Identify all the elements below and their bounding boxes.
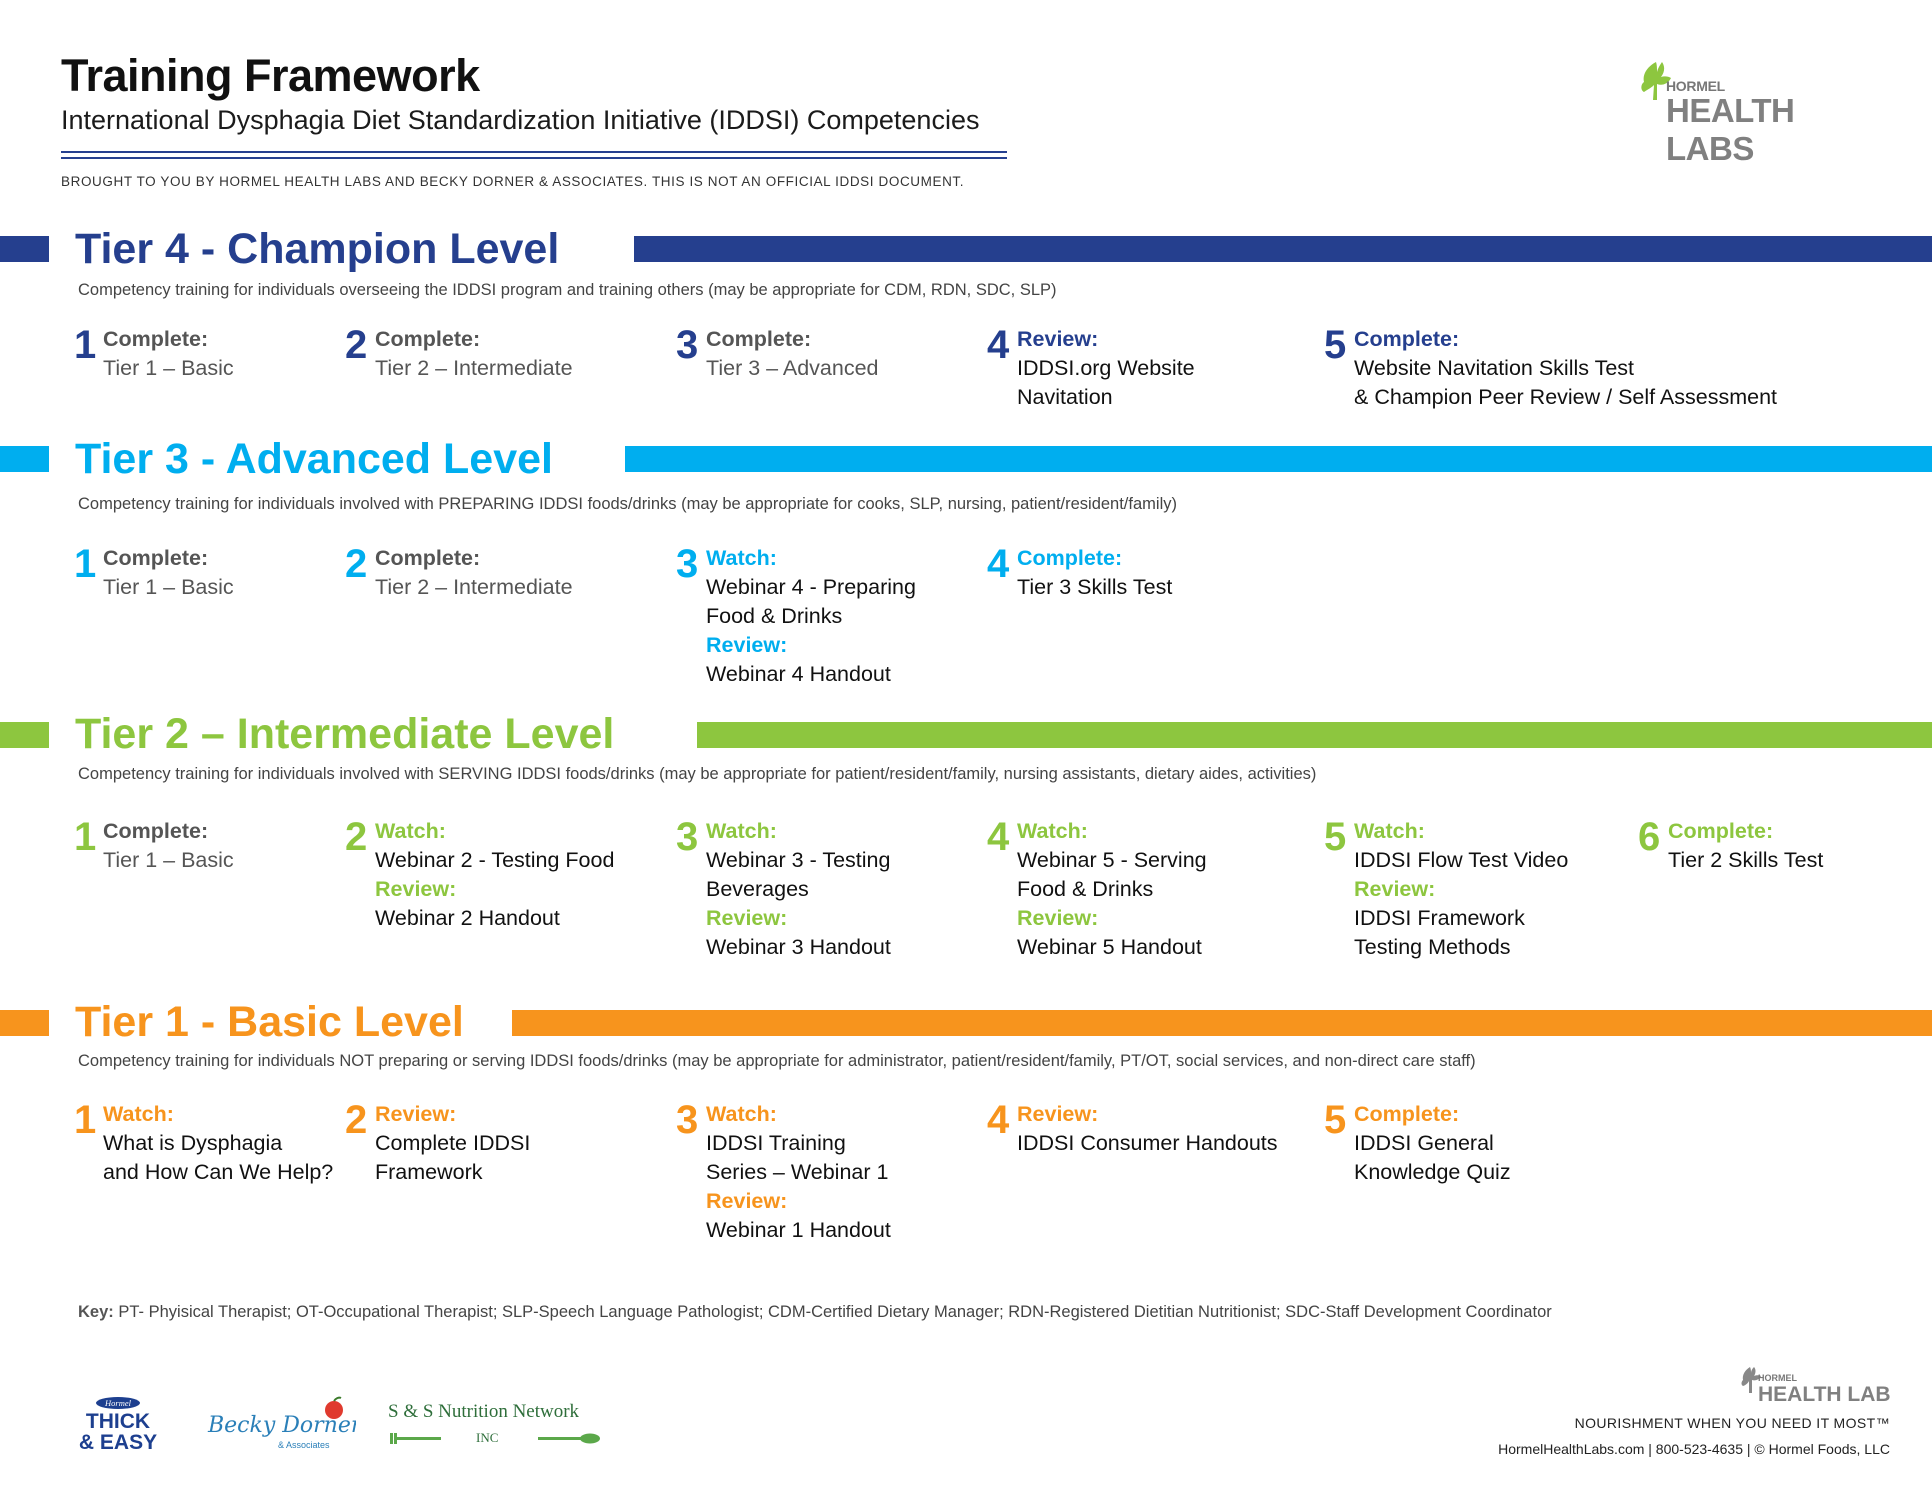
logo-health-labs-text: HEALTH LABS xyxy=(1666,92,1795,167)
step-text: Webinar 4 - Preparing xyxy=(706,575,916,599)
step-number: 2 xyxy=(345,815,368,859)
step-number: 3 xyxy=(676,542,699,586)
step-label: Watch: xyxy=(706,546,777,570)
step-text: IDDSI Framework xyxy=(1354,906,1525,930)
step-text: Complete IDDSI xyxy=(375,1131,531,1155)
step-label: Review: xyxy=(1017,906,1099,930)
step-label: Complete: xyxy=(1354,327,1460,351)
step-text: Tier 1 – Basic xyxy=(103,356,234,380)
step-label: Watch: xyxy=(706,819,777,843)
tier-3-description: Competency training for individuals involved with PREPARING IDDSI foods/drinks (may be appropriate for cooks, SLP, nursing, patient/resident/family) xyxy=(78,495,1177,513)
step-body xyxy=(375,1100,530,1187)
step-text: Beverages xyxy=(706,877,809,901)
step-label: Watch: xyxy=(706,1102,777,1126)
step-text: Webinar 4 Handout xyxy=(706,662,891,686)
footer-health-labs-text: HEALTH LABS xyxy=(1758,1383,1890,1406)
step-text: Webinar 5 - Serving xyxy=(1017,848,1207,872)
step-label: Complete: xyxy=(1354,1102,1460,1126)
page-title: Training Framework xyxy=(61,50,480,101)
step-label: Complete: xyxy=(1668,819,1774,843)
step-text: Tier 3 Skills Test xyxy=(1017,575,1173,599)
tier-4-bar-right xyxy=(634,236,1932,262)
step-number: 6 xyxy=(1638,815,1661,859)
step-text: IDDSI.org Website xyxy=(1017,356,1195,380)
step-body xyxy=(1017,817,1207,962)
step-label: Review: xyxy=(1354,877,1436,901)
fork-icon xyxy=(390,1433,441,1444)
header-rule-top xyxy=(61,151,1007,153)
step-body xyxy=(103,817,234,875)
footer-tagline: NOURISHMENT WHEN YOU NEED IT MOST™ xyxy=(1574,1415,1890,1431)
thick-easy-line1: THICK xyxy=(85,1410,151,1433)
step-number: 1 xyxy=(74,542,97,586)
step-number: 2 xyxy=(345,1098,368,1142)
step-label: Complete: xyxy=(103,327,209,351)
step-text: IDDSI General xyxy=(1354,1131,1494,1155)
footer-health-labs-logo xyxy=(1740,1365,1890,1407)
step-number: 5 xyxy=(1324,1098,1347,1142)
step-number: 4 xyxy=(987,323,1010,367)
step-label: Review: xyxy=(1017,1102,1099,1126)
step-label: Complete: xyxy=(375,327,481,351)
step-text: Framework xyxy=(375,1160,483,1184)
tier-2-title: Tier 2 – Intermediate Level xyxy=(75,710,615,758)
key-label: Key: xyxy=(78,1303,114,1321)
step-number: 2 xyxy=(345,542,368,586)
step-label: Complete: xyxy=(375,546,481,570)
step-number: 2 xyxy=(345,323,368,367)
step-text: Webinar 2 - Testing Food xyxy=(375,848,615,872)
tier-1-description: Competency training for individuals NOT preparing or serving IDDSI foods/drinks (may be appropriate for administrator, patient/resident/family, PT/OT, social services, and non-direct care staff) xyxy=(78,1052,1476,1070)
tier-2-bar-right xyxy=(697,722,1932,748)
header-rule-bottom xyxy=(61,157,1007,159)
step-label: Review: xyxy=(706,1189,788,1213)
step-text: Food & Drinks xyxy=(1017,877,1154,901)
step-text: Webinar 2 Handout xyxy=(375,906,560,930)
step-text: Tier 2 – Intermediate xyxy=(375,356,573,380)
step-label: Complete: xyxy=(103,546,209,570)
step-label: Review: xyxy=(375,877,457,901)
ss-sub: INC xyxy=(476,1430,499,1445)
becky-dorner-sub: & Associates xyxy=(278,1440,330,1450)
step-body xyxy=(1668,817,1823,875)
step-text: Website Navitation Skills Test xyxy=(1354,356,1635,380)
step-number: 1 xyxy=(74,1098,97,1142)
thick-and-easy-logo xyxy=(78,1396,160,1452)
step-label: Watch: xyxy=(1354,819,1425,843)
step-label: Watch: xyxy=(103,1102,174,1126)
thick-easy-line2: & EASY xyxy=(78,1431,158,1452)
step-body xyxy=(706,1100,891,1245)
step-text: What is Dysphagia xyxy=(103,1131,283,1155)
step-label: Review: xyxy=(706,633,788,657)
step-text: Knowledge Quiz xyxy=(1354,1160,1511,1184)
step-label: Complete: xyxy=(1017,546,1123,570)
becky-dorner-logo xyxy=(206,1396,356,1454)
tier-1-bar-right xyxy=(512,1010,1932,1036)
tier-4-title: Tier 4 - Champion Level xyxy=(75,225,560,273)
step-body xyxy=(1354,1100,1511,1187)
step-text: Webinar 1 Handout xyxy=(706,1218,891,1242)
tier-1-title: Tier 1 - Basic Level xyxy=(75,998,464,1046)
step-text: Webinar 5 Handout xyxy=(1017,935,1202,959)
step-label: Complete: xyxy=(103,819,209,843)
tier-4-description: Competency training for individuals overseeing the IDDSI program and training others (may be appropriate for CDM, RDN, SDC, SLP) xyxy=(78,281,1057,299)
step-number: 5 xyxy=(1324,323,1347,367)
step-number: 3 xyxy=(676,323,699,367)
tier-3-bar-left xyxy=(0,446,49,472)
step-body xyxy=(706,544,916,689)
step-body xyxy=(375,544,573,602)
tier-3-bar-right xyxy=(625,446,1932,472)
ss-name: S & S Nutrition Network xyxy=(388,1401,580,1422)
footer-hormel-text: HORMEL xyxy=(1758,1373,1797,1383)
step-text: Testing Methods xyxy=(1354,935,1511,959)
hormel-health-labs-logo xyxy=(1638,58,1888,167)
page-subtitle: International Dysphagia Diet Standardization Initiative (IDDSI) Competencies xyxy=(61,105,980,135)
spoon-icon xyxy=(538,1434,600,1444)
step-label: Review: xyxy=(375,1102,457,1126)
step-body xyxy=(1354,817,1568,962)
becky-dorner-name: Becky Dorner xyxy=(208,1413,356,1438)
step-label: Complete: xyxy=(706,327,812,351)
step-text: Food & Drinks xyxy=(706,604,843,628)
step-number: 4 xyxy=(987,542,1010,586)
tier-1-bar-left xyxy=(0,1010,49,1036)
logo-hormel-text: HORMEL xyxy=(1666,78,1725,94)
step-body xyxy=(375,817,614,933)
step-body xyxy=(103,544,234,602)
step-text: & Champion Peer Review / Self Assessment xyxy=(1354,385,1778,409)
tier-3-title: Tier 3 - Advanced Level xyxy=(75,435,553,483)
disclaimer-text: BROUGHT TO YOU BY HORMEL HEALTH LABS AND BECKY DORNER & ASSOCIATES. THIS IS NOT AN OFFICIAL IDDSI DOCUMENT. xyxy=(61,174,965,189)
step-label: Watch: xyxy=(1017,819,1088,843)
key-legend xyxy=(78,1303,1552,1322)
step-number: 4 xyxy=(987,815,1010,859)
step-body xyxy=(375,325,573,383)
step-body xyxy=(103,325,234,383)
thick-easy-brand: Hormel xyxy=(105,1398,131,1408)
footer-contact: HormelHealthLabs.com | 800-523-4635 | © Hormel Foods, LLC xyxy=(1498,1441,1890,1457)
step-body xyxy=(1017,544,1172,602)
step-text: Webinar 3 - Testing xyxy=(706,848,891,872)
step-number: 1 xyxy=(74,323,97,367)
tier-2-bar-left xyxy=(0,722,49,748)
step-label: Watch: xyxy=(375,819,446,843)
step-text: IDDSI Flow Test Video xyxy=(1354,848,1569,872)
step-body xyxy=(1017,325,1195,412)
ss-nutrition-logo xyxy=(388,1400,603,1450)
tier-4-bar-left xyxy=(0,236,49,262)
step-text: Tier 3 – Advanced xyxy=(706,356,879,380)
step-body xyxy=(706,817,891,962)
step-number: 3 xyxy=(676,1098,699,1142)
step-text: Tier 1 – Basic xyxy=(103,575,234,599)
step-text: and How Can We Help? xyxy=(103,1160,334,1184)
step-text: Navitation xyxy=(1017,385,1113,409)
step-body xyxy=(1354,325,1777,412)
step-text: Tier 1 – Basic xyxy=(103,848,234,872)
step-text: Tier 2 Skills Test xyxy=(1668,848,1824,872)
step-body xyxy=(103,1100,333,1187)
step-label: Review: xyxy=(1017,327,1099,351)
step-text: IDDSI Training xyxy=(706,1131,846,1155)
step-body xyxy=(1017,1100,1278,1158)
step-number: 3 xyxy=(676,815,699,859)
tier-2-description: Competency training for individuals involved with SERVING IDDSI foods/drinks (may be appropriate for patient/resident/family, nursing assistants, dietary aides, activities) xyxy=(78,765,1317,783)
step-text: Tier 2 – Intermediate xyxy=(375,575,573,599)
step-number: 4 xyxy=(987,1098,1010,1142)
step-text: Webinar 3 Handout xyxy=(706,935,891,959)
step-body xyxy=(706,325,879,383)
step-text: IDDSI Consumer Handouts xyxy=(1017,1131,1278,1155)
step-number: 1 xyxy=(74,815,97,859)
step-label: Review: xyxy=(706,906,788,930)
step-number: 5 xyxy=(1324,815,1347,859)
step-text: Series – Webinar 1 xyxy=(706,1160,889,1184)
key-text: PT- Phyisical Therapist; OT-Occupational Therapist; SLP-Speech Language Pathologist; CDM-Certified Dietary Manager; RDN-Registered Dietitian Nutritionist; SDC-Staff Development Coordinator xyxy=(113,1303,1552,1321)
